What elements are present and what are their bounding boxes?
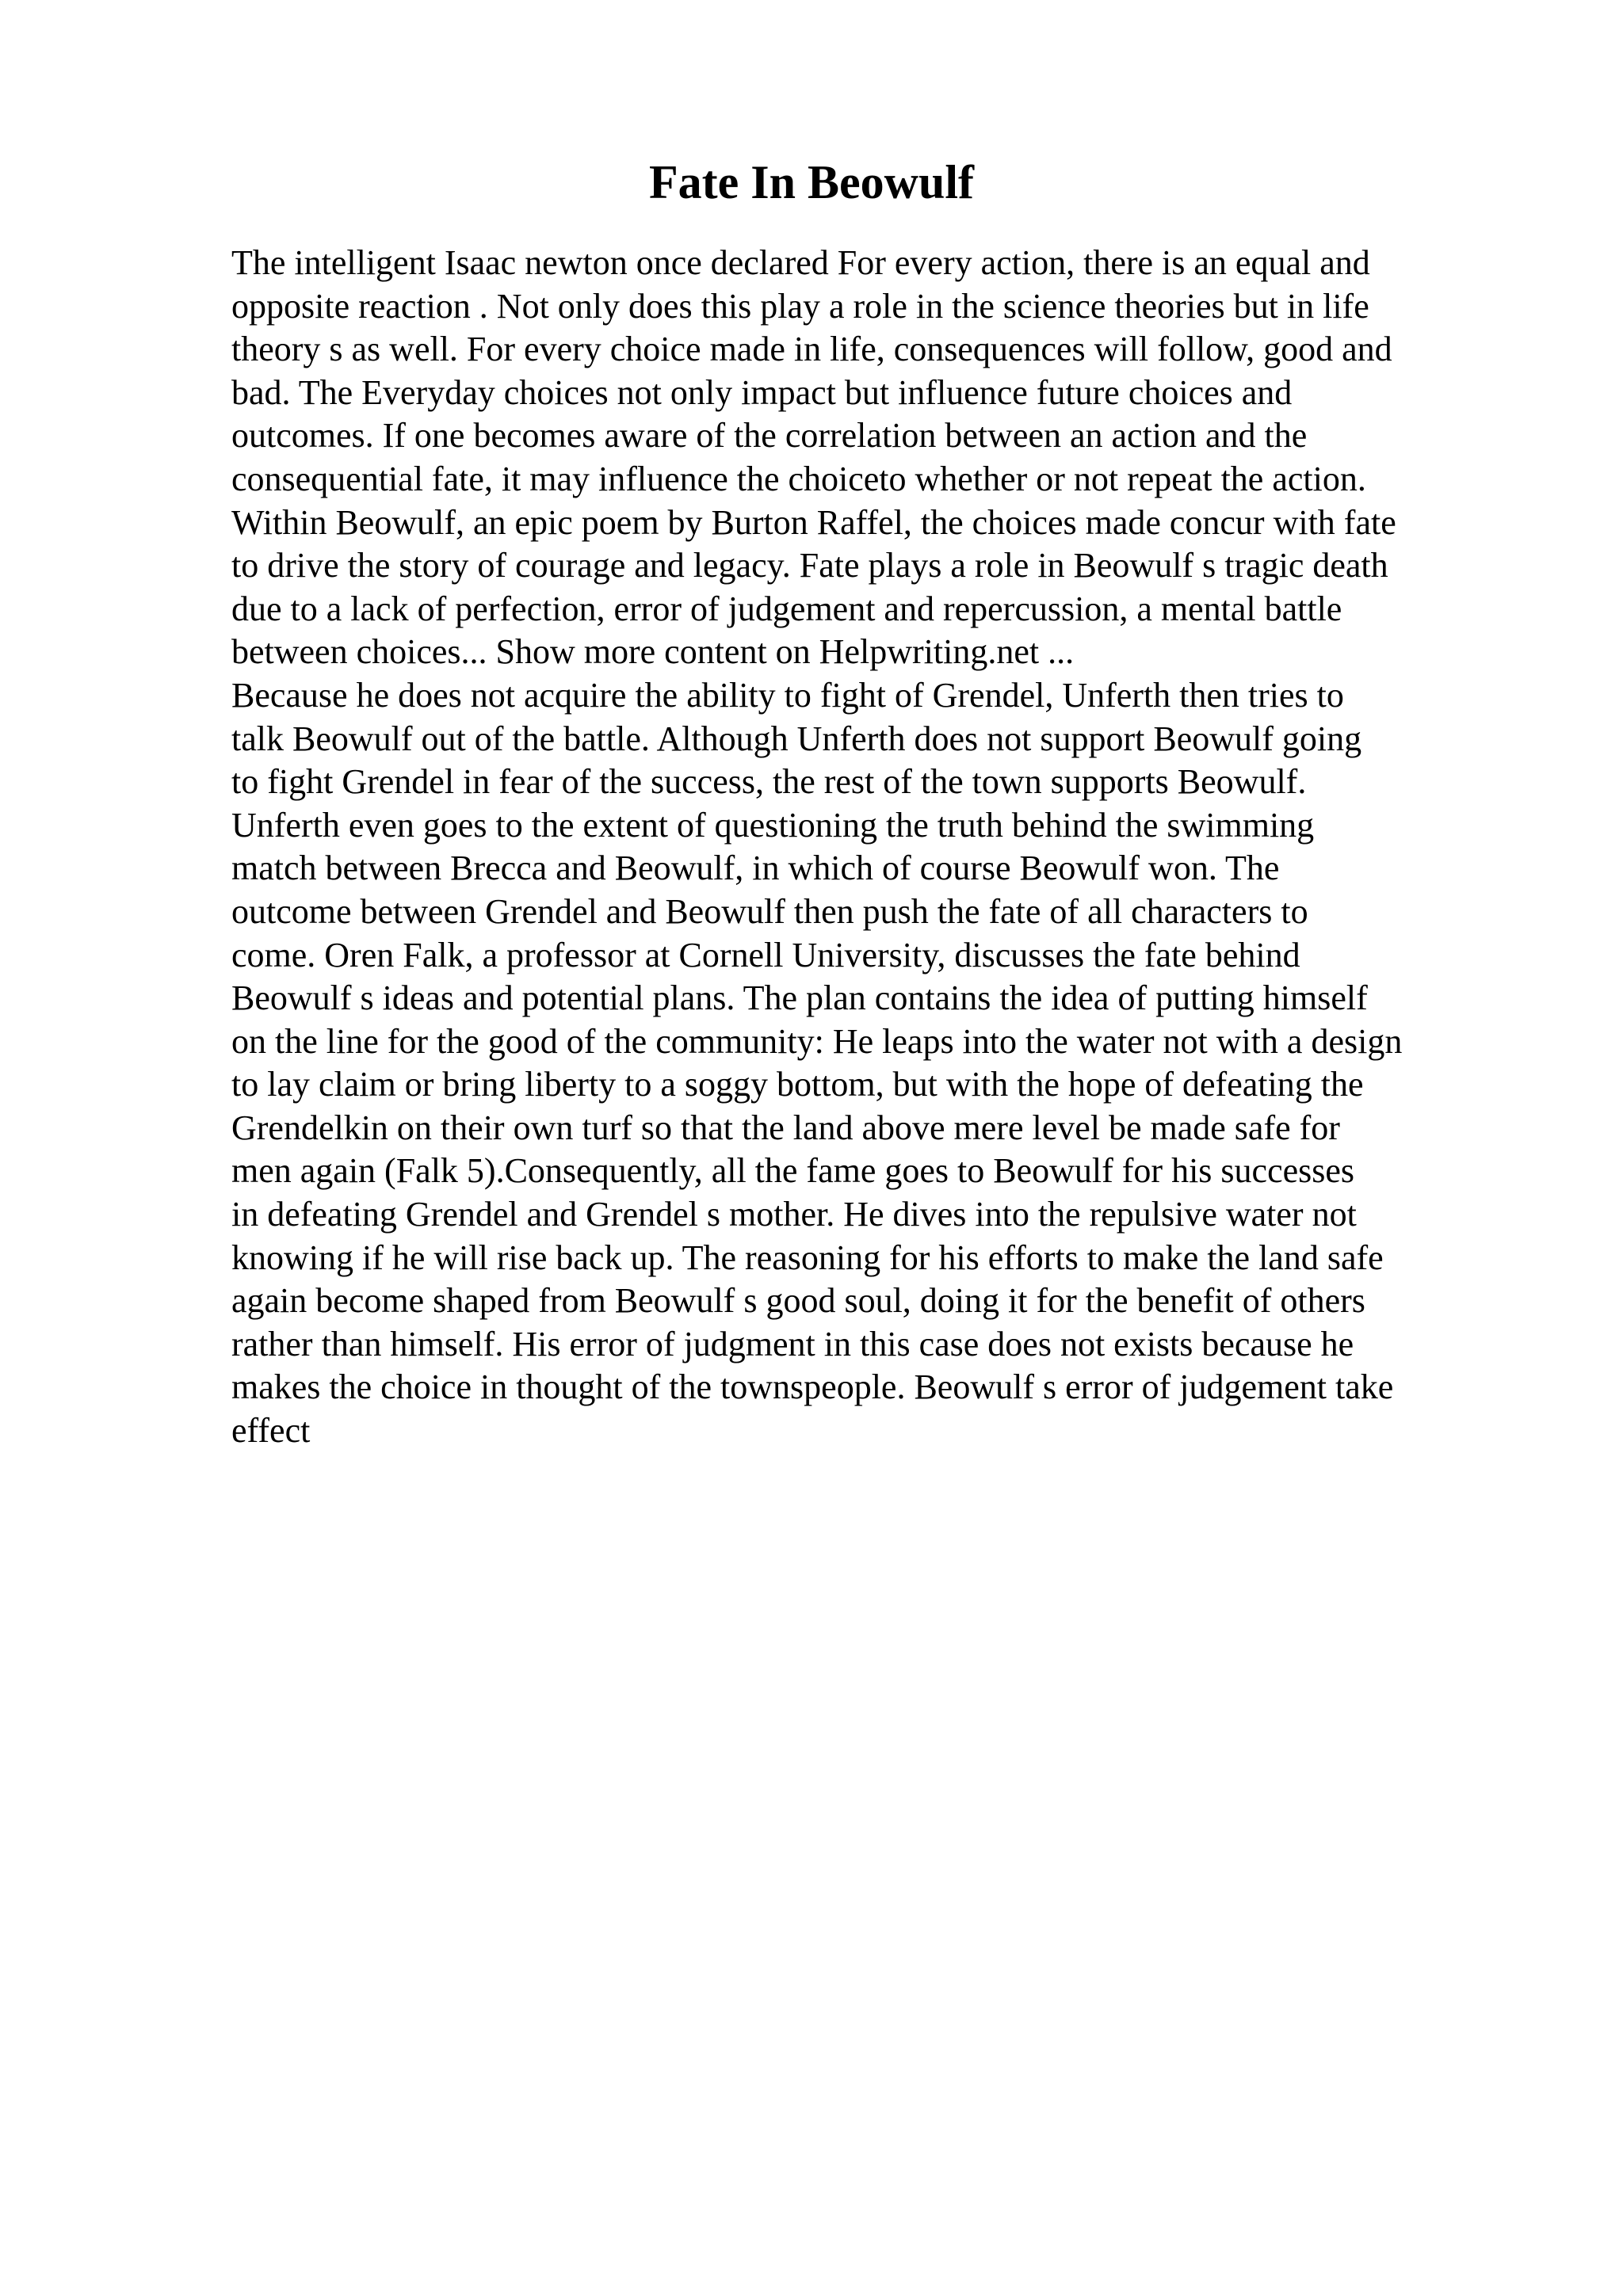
document-body [231, 242, 1484, 1453]
text-line: due to a lack of perfection, error of judgement and repercussion, a mental battle [231, 589, 1342, 628]
text-line: opposite reaction . Not only does this play a role in the science theories but in life [231, 286, 1369, 326]
document-title: Fate In Beowulf [649, 156, 974, 208]
text-line: outcomes. If one becomes aware of the correlation between an action and the [231, 416, 1308, 456]
text-line: to lay claim or bring liberty to a soggy bottom, but with the hope of defeating the [231, 1065, 1364, 1104]
text-line: The intelligent Isaac newton once declared For every action, there is an equal and [231, 243, 1370, 282]
text-line: Within Beowulf, an epic poem by Burton Raffel, the choices made concur with fate [231, 502, 1396, 542]
text-line: outcome between Grendel and Beowulf then push the fate of all characters to [231, 891, 1308, 931]
text-line: rather than himself. His error of judgment in this case does not exists because he [231, 1324, 1354, 1363]
text-line: makes the choice in thought of the townspeople. Beowulf s error of judgement take [231, 1367, 1394, 1407]
text-line: come. Oren Falk, a professor at Cornell University, discusses the fate behind [231, 935, 1300, 974]
text-line: match between Brecca and Beowulf, in which of course Beowulf won. The [231, 849, 1280, 888]
text-line: theory s as well. For every choice made in life, consequences will follow, good and [231, 330, 1392, 369]
text-line: consequential fate, it may influence the choiceto whether or not repeat the action. [231, 459, 1366, 498]
text-line: on the line for the good of the community: He leaps into the water not with a design [231, 1021, 1403, 1061]
text-line: Beowulf s ideas and potential plans. The plan contains the idea of putting himself [231, 978, 1368, 1018]
text-line: talk Beowulf out of the battle. Although Unferth does not support Beowulf going [231, 719, 1362, 758]
text-line: bad. The Everyday choices not only impact but influence future choices and [231, 372, 1293, 412]
text-line: knowing if he will rise back up. The reasoning for his efforts to make the land safe [231, 1238, 1384, 1277]
text-line: Unferth even goes to the extent of questioning the truth behind the swimming [231, 805, 1315, 845]
text-line: to fight Grendel in fear of the success, the rest of the town supports Beowulf. [231, 762, 1307, 802]
text-line: again become shaped from Beowulf s good soul, doing it for the benefit of others [231, 1281, 1365, 1321]
text-line: Grendelkin on their own turf so that the land above mere level be made safe for [231, 1108, 1340, 1147]
text-line: effect [231, 1411, 311, 1451]
text-line: to drive the story of courage and legacy. Fate plays a role in Beowulf s tragic death [231, 546, 1388, 585]
text-line: between choices... Show more content on Helpwriting.net ... [231, 632, 1075, 672]
text-line: Because he does not acquire the ability to fight of Grendel, Unferth then tries to [231, 675, 1344, 715]
text-line: in defeating Grendel and Grendel s mother. He dives into the repulsive water not [231, 1195, 1357, 1234]
text-line: men again (Falk 5).Consequently, all the fame goes to Beowulf for his successes [231, 1151, 1355, 1191]
